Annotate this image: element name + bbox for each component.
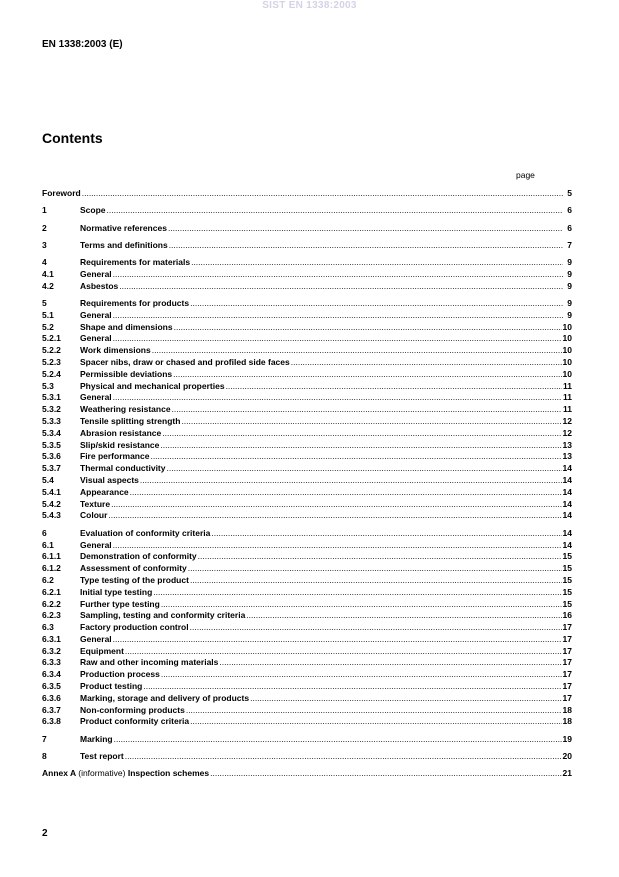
toc-entry-number: 6.2.1	[42, 586, 61, 597]
dot-leader	[111, 499, 561, 511]
dot-leader	[188, 563, 562, 575]
toc-entry-title: Weathering resistance	[80, 404, 171, 415]
toc-entry-number: 6.3.7	[42, 704, 61, 715]
document-id: EN 1338:2003 (E)	[42, 39, 123, 50]
dot-leader	[152, 345, 562, 357]
toc-entry[interactable]	[42, 322, 572, 334]
toc-entry[interactable]	[42, 528, 572, 540]
toc-entry-page: 10	[562, 345, 572, 356]
toc-entry-number: 5.3.5	[42, 439, 61, 450]
toc-entry-title	[42, 768, 209, 780]
dot-leader	[168, 223, 563, 235]
toc-entry-title: Product testing	[80, 681, 143, 692]
toc-entry-number: 5.3.6	[42, 451, 61, 462]
dot-leader	[250, 693, 561, 705]
toc-entry-title: Evaluation of conformity criteria	[80, 527, 211, 538]
toc-entry[interactable]	[42, 657, 572, 669]
toc-entry[interactable]	[42, 563, 572, 575]
toc-entry[interactable]	[42, 298, 572, 310]
table-of-contents	[42, 188, 572, 780]
dot-leader	[113, 269, 563, 281]
toc-entry-number: 5.3.4	[42, 427, 61, 438]
toc-entry-page: 19	[562, 733, 572, 744]
toc-entries	[42, 205, 572, 763]
toc-entry-page: 14	[562, 486, 572, 497]
page-column-header: page	[516, 170, 535, 180]
toc-entry-number: 6.2	[42, 574, 54, 585]
toc-entry-number: 6.1	[42, 539, 54, 550]
toc-entry-page: 14	[562, 498, 572, 509]
toc-entry[interactable]	[42, 705, 572, 717]
toc-entry-page: 14	[562, 527, 572, 538]
toc-entry-title: General	[80, 633, 112, 644]
toc-entry-title: Permissible deviations	[80, 368, 173, 379]
toc-entry-page: 10	[562, 357, 572, 368]
toc-entry-number: 5.2	[42, 321, 54, 332]
toc-entry-title: Foreword	[42, 188, 81, 198]
toc-entry-number: 6.2.2	[42, 598, 61, 609]
toc-entry[interactable]	[42, 551, 572, 563]
toc-entry-page: 17	[562, 645, 572, 656]
toc-entry-title: Work dimensions	[80, 345, 151, 356]
dot-leader	[181, 416, 561, 428]
toc-entry[interactable]	[42, 681, 572, 693]
toc-entry-title: Type testing of the product	[80, 574, 189, 585]
toc-entry[interactable]	[42, 440, 572, 452]
toc-entry-page: 17	[562, 692, 572, 703]
toc-entry-title: Colour	[80, 510, 108, 521]
toc-entry-page: 11	[563, 392, 572, 403]
toc-entry[interactable]	[42, 416, 572, 428]
toc-entry-number: 5.3.7	[42, 463, 61, 474]
toc-entry-title: Requirements for materials	[80, 257, 191, 268]
toc-entry-title: Abrasion resistance	[80, 427, 162, 438]
dot-leader	[107, 205, 563, 217]
toc-entry[interactable]	[42, 451, 572, 463]
toc-entry-page: 15	[562, 598, 572, 609]
dot-leader	[162, 428, 561, 440]
toc-entry-page: 9	[567, 257, 572, 268]
dot-leader	[113, 540, 562, 552]
toc-entry-page: 11	[563, 404, 572, 415]
toc-entry-page: 7	[567, 239, 572, 250]
toc-entry-number: 5.3.3	[42, 416, 61, 427]
toc-entry-number: 5.2.2	[42, 345, 61, 356]
dot-leader	[291, 357, 562, 369]
toc-entry[interactable]	[42, 610, 572, 622]
dot-leader	[125, 751, 562, 763]
toc-entry-number: 5	[42, 298, 47, 309]
toc-entry[interactable]	[42, 240, 572, 252]
dot-leader	[190, 716, 561, 728]
toc-entry-number: 2	[42, 222, 47, 233]
toc-entry-page: 5	[567, 188, 572, 198]
toc-entry-title: Scope	[80, 205, 106, 216]
toc-entry-page: 9	[567, 309, 572, 320]
dot-leader	[211, 528, 561, 540]
toc-entry-title: Test report	[80, 751, 124, 762]
toc-entry-number: 6.3.6	[42, 692, 61, 703]
dot-leader	[150, 451, 561, 463]
toc-entry[interactable]	[42, 510, 572, 522]
toc-entry-number: 6.3	[42, 622, 54, 633]
toc-entry-page: 12	[562, 427, 572, 438]
toc-entry-page: 18	[562, 716, 572, 727]
dot-leader	[191, 257, 563, 269]
toc-entry-number: 8	[42, 751, 47, 762]
dot-leader	[172, 404, 562, 416]
toc-entry[interactable]	[42, 463, 572, 475]
toc-entry-number: 6.3.5	[42, 681, 61, 692]
toc-entry-title: Appearance	[80, 486, 129, 497]
dot-leader	[190, 298, 563, 310]
toc-entry-title: Normative references	[80, 222, 167, 233]
toc-entry-page: 13	[562, 451, 572, 462]
toc-entry-title: Asbestos	[80, 280, 119, 291]
toc-entry-number: 1	[42, 205, 47, 216]
toc-entry[interactable]	[42, 428, 572, 440]
toc-entry-title: Sampling, testing and conformity criteria	[80, 610, 246, 621]
dot-leader	[210, 768, 561, 780]
dot-leader	[153, 587, 561, 599]
toc-entry[interactable]	[42, 487, 572, 499]
toc-entry-annex-a[interactable]	[42, 768, 572, 780]
dot-leader	[173, 369, 561, 381]
dot-leader	[246, 610, 561, 622]
toc-entry[interactable]	[42, 540, 572, 552]
toc-entry-number: 5.4.1	[42, 486, 61, 497]
toc-entry[interactable]	[42, 205, 572, 217]
toc-entry[interactable]	[42, 392, 572, 404]
toc-entry-number: 5.3.1	[42, 392, 61, 403]
toc-entry-page: 17	[562, 669, 572, 680]
toc-entry-title: Physical and mechanical properties	[80, 380, 225, 391]
toc-entry-page: 14	[562, 463, 572, 474]
toc-entry-number: 5.2.1	[42, 333, 61, 344]
dot-leader	[190, 622, 562, 634]
toc-entry-page: 14	[562, 510, 572, 521]
toc-entry-title: General	[80, 268, 112, 279]
toc-entry-title: Spacer nibs, draw or chased and profiled side faces	[80, 357, 290, 368]
toc-entry-title: Terms and definitions	[80, 239, 168, 250]
toc-entry[interactable]	[42, 281, 572, 293]
dot-leader	[140, 475, 562, 487]
toc-entry-title: General	[80, 539, 112, 550]
dot-leader	[119, 281, 563, 293]
toc-entry[interactable]	[42, 693, 572, 705]
page-title: Contents	[42, 130, 103, 146]
toc-entry-page: 17	[562, 657, 572, 668]
toc-entry-title: Tensile splitting strength	[80, 416, 181, 427]
dot-leader	[219, 657, 561, 669]
toc-entry-number: 5.1	[42, 309, 54, 320]
toc-entry-title: Production process	[80, 669, 160, 680]
toc-entry-number: 5.4.3	[42, 510, 61, 521]
toc-entry-page: 10	[562, 321, 572, 332]
dot-leader	[161, 669, 562, 681]
toc-entry-page: 15	[562, 574, 572, 585]
toc-entry[interactable]	[42, 369, 572, 381]
toc-entry-page: 17	[562, 633, 572, 644]
dot-leader	[113, 634, 562, 646]
toc-entry-page: 14	[562, 475, 572, 486]
toc-entry-title: Visual aspects	[80, 475, 139, 486]
toc-entry-page: 15	[562, 551, 572, 562]
toc-entry-title: Fire performance	[80, 451, 150, 462]
dot-leader	[125, 646, 562, 658]
dot-leader	[113, 392, 562, 404]
toc-entry-number: 4.1	[42, 268, 54, 279]
toc-entry-page: 17	[562, 622, 572, 633]
watermark: SIST EN 1338:2003	[262, 0, 357, 11]
toc-entry-number: 6.1.2	[42, 563, 61, 574]
toc-entry-page: 10	[562, 333, 572, 344]
toc-entry[interactable]	[42, 751, 572, 763]
toc-entry-title: Equipment	[80, 645, 124, 656]
toc-entry[interactable]	[42, 634, 572, 646]
toc-entry-number: 6.3.1	[42, 633, 61, 644]
dot-leader	[169, 240, 563, 252]
toc-entry-number: 6.3.8	[42, 716, 61, 727]
dot-leader	[114, 734, 562, 746]
page-number: 2	[42, 828, 48, 839]
toc-entry[interactable]	[42, 333, 572, 345]
dot-leader	[113, 333, 562, 345]
toc-entry-title: Non-conforming products	[80, 704, 185, 715]
toc-entry-title: Requirements for products	[80, 298, 190, 309]
toc-entry-number: 4	[42, 257, 47, 268]
toc-entry-number: 3	[42, 239, 47, 250]
toc-entry-page: 9	[567, 298, 572, 309]
toc-entry-number: 5.4.2	[42, 498, 61, 509]
toc-entry[interactable]	[42, 599, 572, 611]
toc-entry[interactable]	[42, 622, 572, 634]
toc-entry-foreword[interactable]	[42, 188, 572, 200]
toc-entry-title: Marking	[80, 733, 113, 744]
toc-entry[interactable]	[42, 734, 572, 746]
toc-entry-page: 20	[562, 751, 572, 762]
toc-entry-title: General	[80, 333, 112, 344]
toc-entry-page: 6	[567, 205, 572, 216]
toc-entry-number: 6.2.3	[42, 610, 61, 621]
dot-leader	[161, 599, 562, 611]
toc-entry[interactable]	[42, 587, 572, 599]
toc-entry-title: General	[80, 309, 112, 320]
toc-entry-page: 9	[567, 268, 572, 279]
dot-leader	[167, 463, 562, 475]
dot-leader	[113, 310, 563, 322]
toc-entry-title: Assessment of conformity	[80, 563, 187, 574]
toc-entry-number: 5.3	[42, 380, 54, 391]
toc-entry[interactable]	[42, 716, 572, 728]
toc-entry[interactable]	[42, 257, 572, 269]
toc-entry-page: 17	[562, 681, 572, 692]
toc-entry-page: 13	[562, 439, 572, 450]
toc-entry-title: Demonstration of conformity	[80, 551, 197, 562]
toc-entry[interactable]	[42, 646, 572, 658]
toc-entry-number: 7	[42, 733, 47, 744]
toc-entry-number: 6.3.2	[42, 645, 61, 656]
toc-entry[interactable]	[42, 345, 572, 357]
toc-entry-title: General	[80, 392, 112, 403]
toc-entry[interactable]	[42, 269, 572, 281]
toc-entry-number: 5.3.2	[42, 404, 61, 415]
toc-entry-number: 5.2.3	[42, 357, 61, 368]
toc-entry-page: 9	[567, 280, 572, 291]
toc-entry-number: 6	[42, 527, 47, 538]
toc-entry-page: 14	[562, 539, 572, 550]
toc-entry[interactable]	[42, 669, 572, 681]
dot-leader	[108, 510, 561, 522]
toc-entry-number: 5.4	[42, 475, 54, 486]
toc-entry-title: Texture	[80, 498, 111, 509]
toc-entry-page: 21	[562, 768, 572, 779]
toc-entry-number: 6.1.1	[42, 551, 61, 562]
toc-entry-page: 15	[562, 563, 572, 574]
toc-entry-title: Slip/skid resistance	[80, 439, 160, 450]
dot-leader	[174, 322, 562, 334]
toc-entry-number: 6.3.3	[42, 657, 61, 668]
annex-qualifier: (informative)	[78, 768, 126, 779]
toc-entry-number: 6.3.4	[42, 669, 61, 680]
toc-entry-title: Thermal conductivity	[80, 463, 166, 474]
toc-entry[interactable]	[42, 223, 572, 235]
toc-entry-number: 5.2.4	[42, 368, 61, 379]
annex-label: Annex A	[42, 768, 76, 779]
toc-entry-number: 4.2	[42, 280, 54, 291]
dot-leader	[190, 575, 562, 587]
toc-entry-title: Shape and dimensions	[80, 321, 173, 332]
toc-entry-page: 12	[562, 416, 572, 427]
toc-entry[interactable]	[42, 381, 572, 393]
toc-entry[interactable]	[42, 357, 572, 369]
toc-entry[interactable]	[42, 310, 572, 322]
toc-entry-page: 10	[562, 368, 572, 379]
toc-entry[interactable]	[42, 499, 572, 511]
dot-leader	[130, 487, 562, 499]
dot-leader	[82, 188, 563, 200]
dot-leader	[160, 440, 561, 452]
toc-entry-title: Marking, storage and delivery of products	[80, 692, 250, 703]
dot-leader	[143, 681, 561, 693]
dot-leader	[226, 381, 562, 393]
dot-leader	[186, 705, 562, 717]
toc-entry-page: 18	[562, 704, 572, 715]
toc-entry[interactable]	[42, 404, 572, 416]
toc-entry-title: Factory production control	[80, 622, 189, 633]
toc-entry-page: 6	[567, 222, 572, 233]
toc-entry-page: 11	[563, 380, 572, 391]
toc-entry[interactable]	[42, 475, 572, 487]
toc-entry-page: 16	[562, 610, 572, 621]
toc-entry-title: Initial type testing	[80, 586, 153, 597]
dot-leader	[198, 551, 562, 563]
annex-title: Inspection schemes	[127, 768, 210, 779]
toc-entry[interactable]	[42, 575, 572, 587]
toc-entry-page: 15	[562, 586, 572, 597]
toc-entry-title: Product conformity criteria	[80, 716, 190, 727]
toc-entry-title: Raw and other incoming materials	[80, 657, 219, 668]
toc-entry-title: Further type testing	[80, 598, 160, 609]
